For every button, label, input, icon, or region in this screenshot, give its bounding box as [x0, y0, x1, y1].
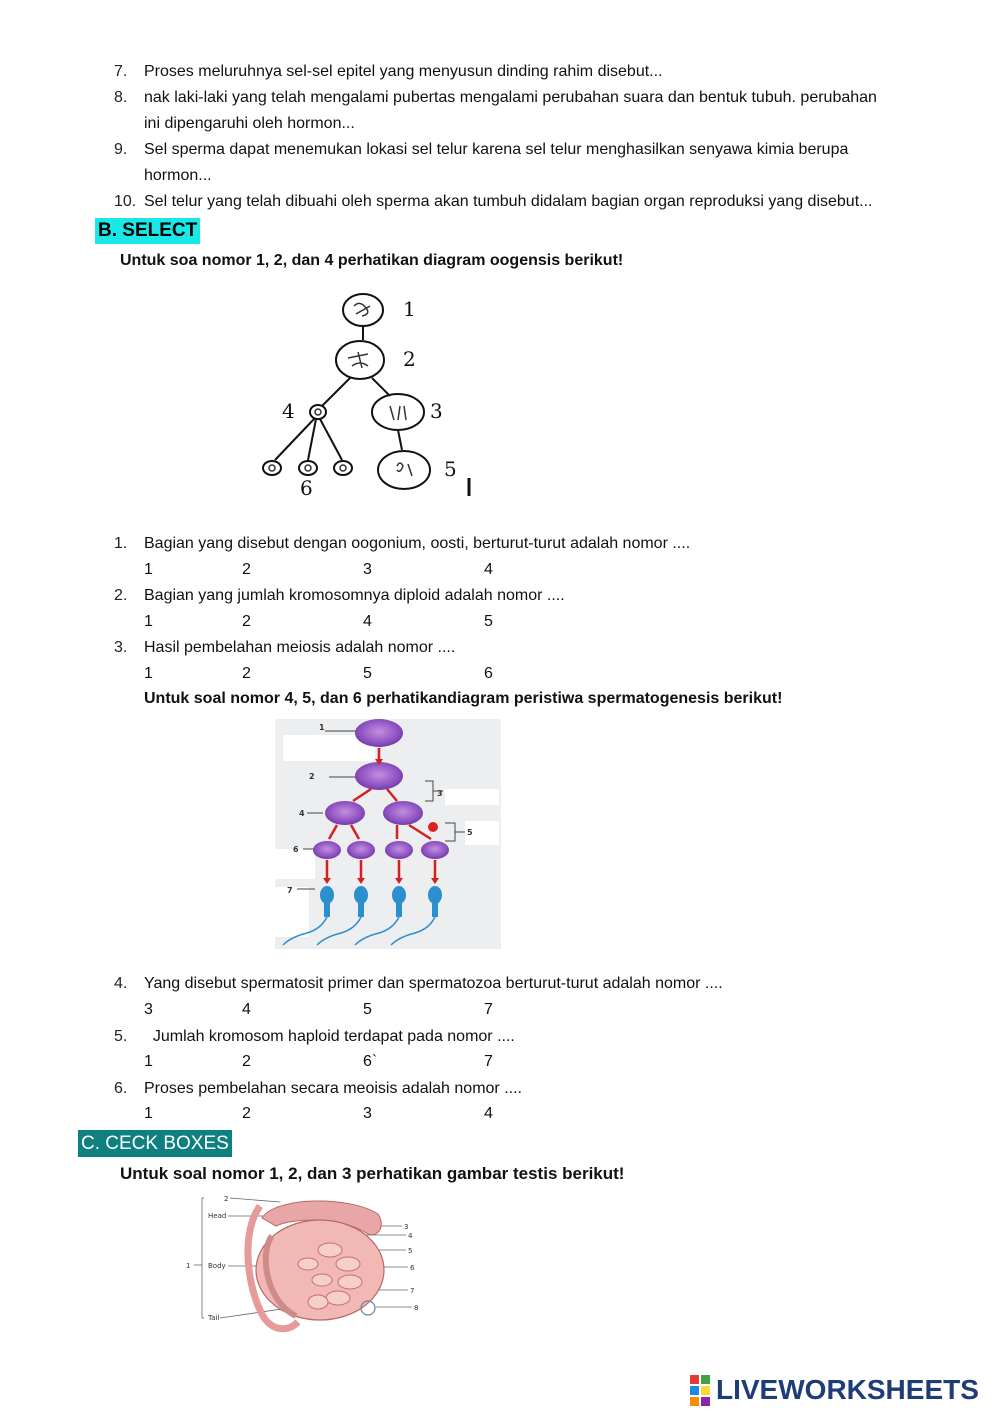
select-option[interactable]: 1 — [144, 1053, 153, 1070]
oogenesis-label: 6 — [300, 476, 313, 500]
question-text: Bagian yang jumlah kromosomnya diploid adalah nomor .... — [144, 587, 565, 604]
oogenesis-label: 2 — [403, 347, 416, 371]
testis-label: 5 — [408, 1247, 413, 1255]
oogenesis-label: 1 — [403, 297, 416, 321]
sperm-label: 2 — [309, 772, 315, 781]
question-text: Bagian yang disebut dengan oogonium, oosti, berturut-turut adalah nomor .... — [144, 535, 691, 552]
testis-label: Body — [208, 1262, 226, 1270]
testis-diagram — [180, 1190, 430, 1340]
testis-label: 6 — [410, 1264, 415, 1272]
testis-label: 2 — [224, 1195, 229, 1203]
testis-label: Head — [208, 1212, 227, 1220]
select-option[interactable]: 2 — [242, 1105, 251, 1122]
question-text-cont: ini dipengaruhi oleh hormon... — [144, 115, 355, 132]
section-c-heading: C. CECK BOXES — [78, 1130, 232, 1157]
select-option[interactable]: 6` — [363, 1053, 378, 1070]
select-option[interactable]: 1 — [144, 1105, 153, 1122]
testis-label: 8 — [414, 1304, 419, 1312]
sperm-label: 1 — [319, 723, 325, 732]
select-option[interactable]: 1 — [144, 665, 153, 682]
question-number: 3. — [114, 639, 128, 656]
section-b-heading: B. SELECT — [95, 218, 200, 244]
sperm-label: 3 — [437, 789, 443, 798]
question-number: 5. — [114, 1028, 128, 1045]
testis-label: Tail — [208, 1314, 220, 1322]
question-text: nak laki-laki yang telah mengalami pubertas mengalami perubahan suara dan bentuk tubuh. perubahan — [144, 89, 877, 106]
oogenesis-label: 4 — [282, 399, 295, 423]
question-number: 6. — [114, 1080, 128, 1097]
select-option[interactable]: 4 — [363, 613, 372, 630]
spermatogenesis-diagram — [275, 719, 501, 949]
question-text: Sel telur yang telah dibuahi oleh sperma akan tumbuh didalam bagian organ reproduksi yang disebut... — [144, 193, 873, 210]
select-option[interactable]: 5 — [363, 665, 372, 682]
item-number: 8. — [114, 89, 128, 106]
question-text: Yang disebut spermatosit primer dan spermatozoa berturut-turut adalah nomor .... — [144, 975, 723, 992]
testis-label: 7 — [410, 1287, 415, 1295]
item-number: 10. — [114, 193, 137, 210]
select-option[interactable]: 5 — [363, 1001, 372, 1018]
item-number: 9. — [114, 141, 128, 158]
select-option[interactable]: 6 — [484, 665, 493, 682]
select-option[interactable]: 3 — [363, 1105, 372, 1122]
select-option[interactable]: 2 — [242, 1053, 251, 1070]
sperm-label: 6 — [293, 845, 299, 854]
select-option[interactable]: 2 — [242, 665, 251, 682]
logo-blocks-icon — [690, 1375, 710, 1406]
select-option[interactable]: 3 — [144, 1001, 153, 1018]
question-text: Jumlah kromosom haploid terdapat pada nomor .... — [144, 1028, 515, 1045]
question-text-cont: hormon... — [144, 167, 212, 184]
select-option[interactable]: 4 — [242, 1001, 251, 1018]
sperm-label: 4 — [299, 809, 305, 818]
oogenesis-label: 3 — [430, 399, 443, 423]
question-number: 2. — [114, 587, 128, 604]
select-option[interactable]: 1 — [144, 613, 153, 630]
item-number: 7. — [114, 63, 128, 80]
logo-text: LIVEWORKSHEETS — [716, 1374, 979, 1405]
question-text: Proses meluruhnya sel-sel epitel yang menyusun dinding rahim disebut... — [144, 63, 663, 80]
select-option[interactable]: 4 — [484, 1105, 493, 1122]
select-option[interactable]: 1 — [144, 561, 153, 578]
instruction-spermatogenesis: Untuk soal nomor 4, 5, dan 6 perhatikandiagram peristiwa spermatogenesis berikut! — [144, 690, 783, 707]
instruction-testis: Untuk soal nomor 1, 2, dan 3 perhatikan gambar testis berikut! — [120, 1164, 625, 1183]
testis-label: 3 — [404, 1223, 409, 1231]
sperm-label: 5 — [467, 828, 473, 837]
testis-label: 1 — [186, 1262, 191, 1270]
select-option[interactable]: 2 — [242, 613, 251, 630]
question-text: Proses pembelahan secara meoisis adalah nomor .... — [144, 1080, 522, 1097]
select-option[interactable]: 2 — [242, 561, 251, 578]
select-option[interactable]: 4 — [484, 561, 493, 578]
testis-label: 4 — [408, 1232, 413, 1240]
question-number: 4. — [114, 975, 128, 992]
question-number: 1. — [114, 535, 128, 552]
question-text: Hasil pembelahan meiosis adalah nomor .... — [144, 639, 456, 656]
question-text: Sel sperma dapat menemukan lokasi sel telur karena sel telur menghasilkan senyawa kimia berupa — [144, 141, 849, 158]
select-option[interactable]: 3 — [363, 561, 372, 578]
sperm-label: 7 — [287, 886, 293, 895]
instruction-oogenesis: Untuk soa nomor 1, 2, dan 4 perhatikan diagram oogensis berikut! — [120, 252, 624, 269]
oogenesis-label: 5 — [444, 457, 457, 481]
oogenesis-diagram — [250, 288, 472, 500]
select-option[interactable]: 7 — [484, 1053, 493, 1070]
liveworksheets-logo — [690, 1374, 979, 1406]
select-option[interactable]: 5 — [484, 613, 493, 630]
select-option[interactable]: 7 — [484, 1001, 493, 1018]
